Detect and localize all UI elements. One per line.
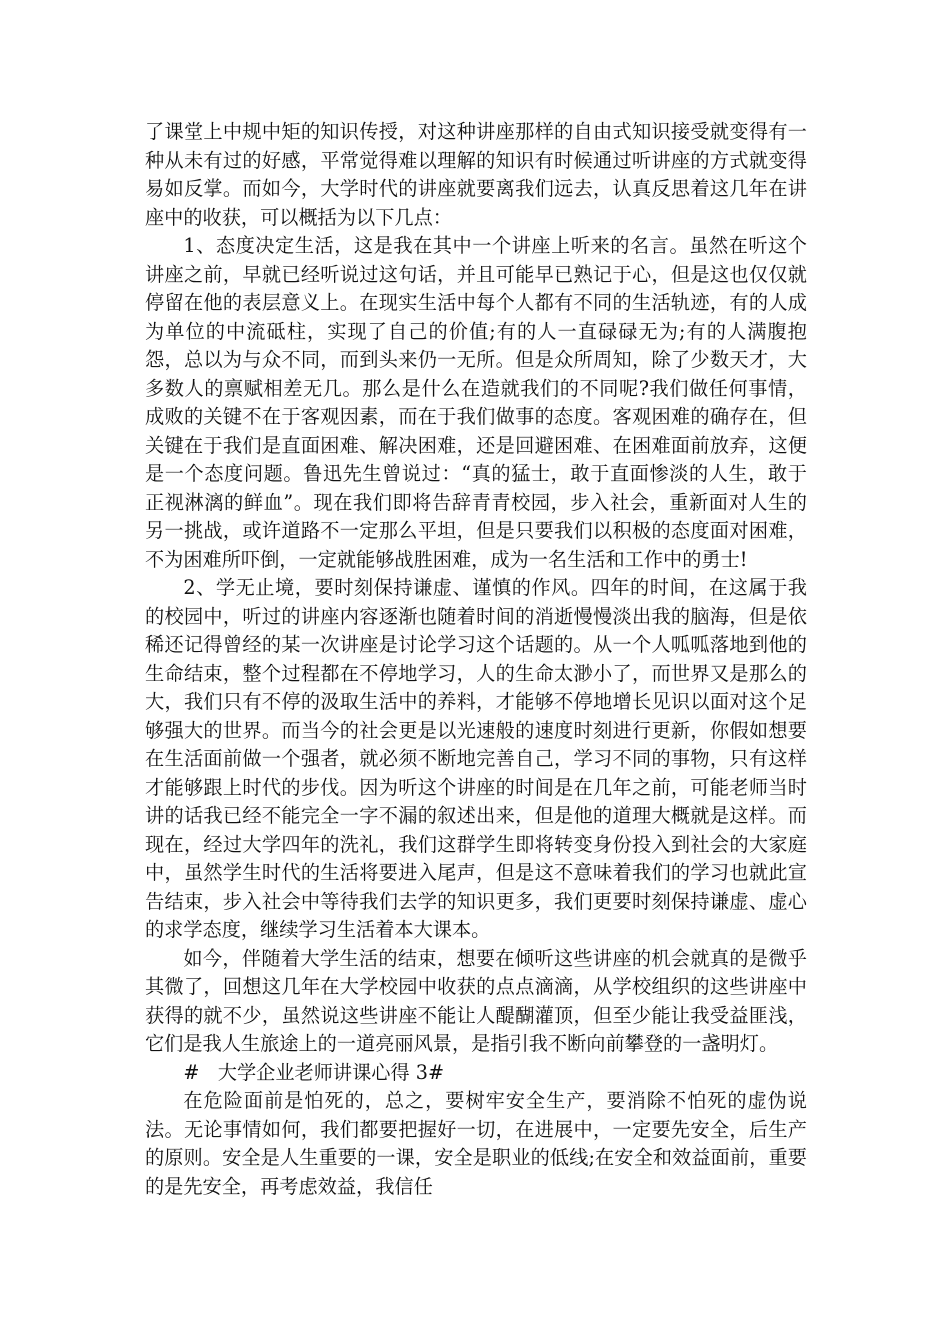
intro-paragraph: 了课堂上中规中矩的知识传授，对这种讲座那样的自由式知识接受就变得有一种从未有过的好感，平常觉得难以理解的知识有时候通过听讲座的方式就变得易如反掌。而如今，大学时代的讲座就要离我们远去，认真反思着这几年在讲座中的收获，可以概括为以下几点： — [145, 120, 807, 229]
section-heading: # 大学企业老师讲课心得 3# — [183, 1060, 445, 1084]
conclusion-paragraph: 如今，伴随着大学生活的结束，想要在倾听这些讲座的机会就真的是微乎其微了，回想这几年在大学校园中收获的点点滴滴，从学校组织的这些讲座中获得的就不少，虽然说这些讲座不能让人醍醐灌顶，但至少能让我受益匪浅，它们是我人生旅途上的一道亮丽风景，是指引我不断向前攀登的一盏明灯。 — [145, 946, 807, 1055]
safety-paragraph: 在危险面前是怕死的，总之，要树牢安全生产，要消除不怕死的虚伪说法。无论事情如何，我们都要把握好一切，在进展中，一定要先安全，后生产的原则。安全是人生重要的一课，安全是职业的低线;在安全和效益面前，重要的是先安全，再考虑效益，我信任 — [145, 1089, 807, 1198]
point-two-paragraph: 2、学无止境，要时刻保持谦虚、谨慎的作风。四年的时间，在这属于我的校园中，听过的讲座内容逐渐也随着时间的消逝慢慢淡出我的脑海，但是依稀还记得曾经的某一次讲座是讨论学习这个话题的。从一个人呱呱落地到他的生命结束，整个过程都在不停地学习，人的生命太渺小了，而世界又是那么的大，我们只有不停的汲取生活中的养料，才能够不停地增长见识以面对这个足够强大的世界。而当今的社会更是以光速般的速度时刻进行更新，你假如想要在生活面前做一个强者，就必须不断地完善自己，学习不同的事物，只有这样才能够跟上时代的步伐。因为听这个讲座的时间是在几年之前，可能老师当时讲的话我已经不能完全一字不漏的叙述出来，但是他的道理大概就是这样。而现在，经过大学四年的洗礼，我们这群学生即将转变身份投入到社会的大家庭中，虽然学生时代的生活将要进入尾声，但是这不意味着我们的学习也就此宣告结束，步入社会中等待我们去学的知识更多，我们更要时刻保持谦虚、虚心的求学态度，继续学习生活着本大课本。 — [145, 576, 807, 941]
point-one-paragraph: 1、态度决定生活，这是我在其中一个讲座上听来的名言。虽然在听这个讲座之前，早就已经听说过这句话，并且可能早已熟记于心，但是这也仅仅就停留在他的表层意义上。在现实生活中每个人都有不同的生活轨迹，有的人成为单位的中流砥柱，实现了自己的价值;有的人一直碌碌无为;有的人满腹抱怨，总以为与众不同，而到头来仍一无所。但是众所周知，除了少数天才，大多数人的禀赋相差无几。那么是什么在造就我们的不同呢?我们做任何事情，成败的关键不在于客观因素，而在于我们做事的态度。客观困难的确存在，但关键在于我们是直面困难、解决困难，还是回避困难、在困难面前放弃，这便是一个态度问题。鲁迅先生曾说过：“真的猛士，敢于直面惨淡的人生，敢于正视淋漓的鲜血”。现在我们即将告辞青青校园，步入社会，重新面对人生的另一挑战，或许道路不一定那么平坦，但是只要我们以积极的态度面对困难，不为困难所吓倒，一定就能够战胜困难，成为一名生活和工作中的勇士! — [145, 234, 807, 571]
document-page — [145, 118, 807, 1201]
